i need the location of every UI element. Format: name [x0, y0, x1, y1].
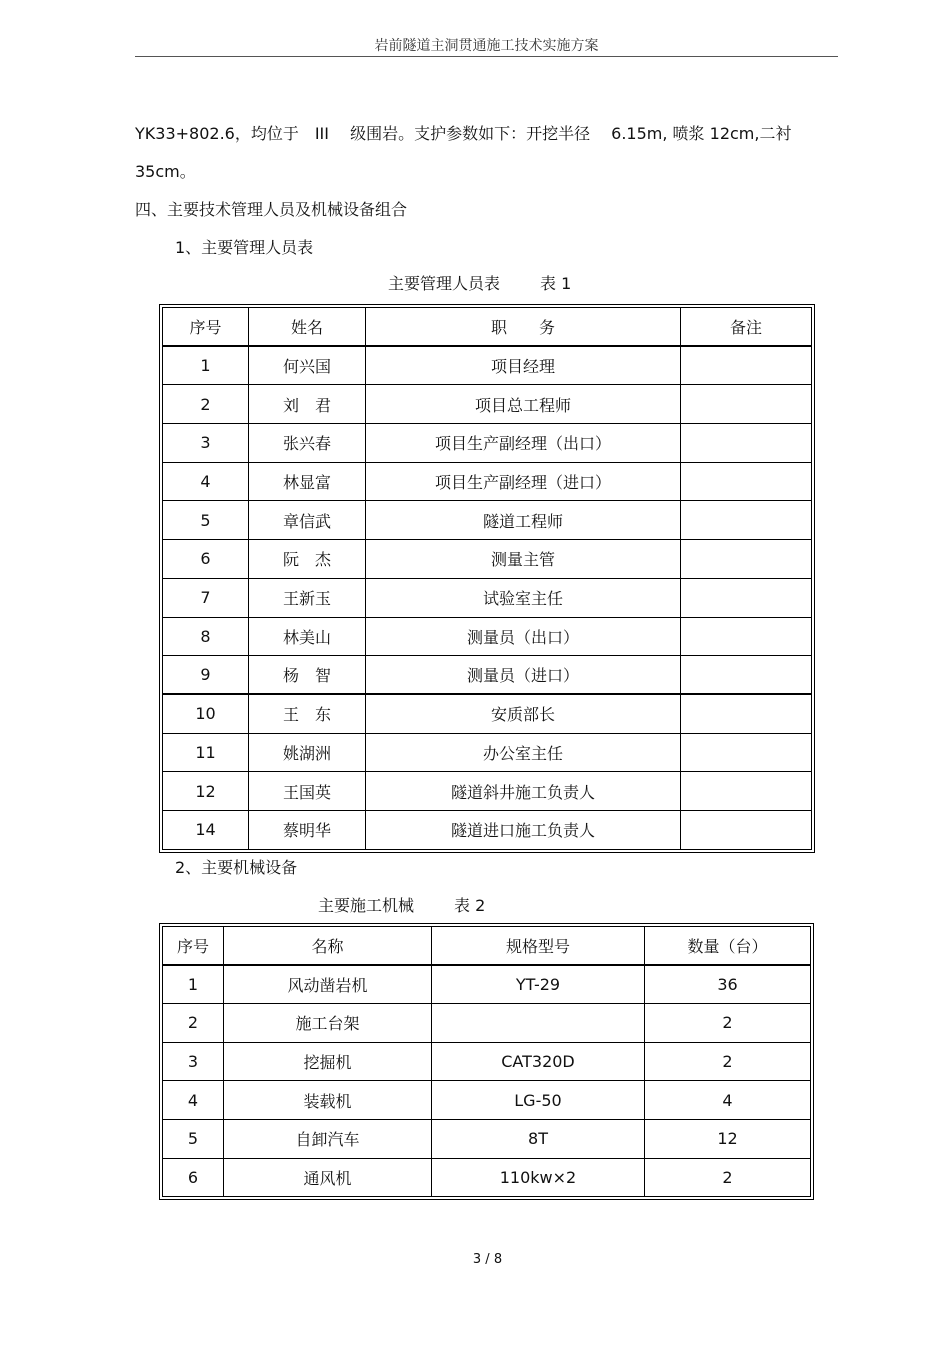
table-cell: 王国英	[249, 772, 366, 811]
table-cell: 安质部长	[366, 694, 681, 733]
table-cell: 试验室主任	[366, 578, 681, 617]
table1-caption-number: 表 1	[540, 274, 572, 293]
table-cell: 装载机	[224, 1081, 432, 1120]
table-cell: YT-29	[432, 965, 645, 1004]
table-cell: 隧道工程师	[366, 501, 681, 540]
table-header-cell: 名称	[224, 927, 432, 966]
table-cell: 隧道斜井施工负责人	[366, 772, 681, 811]
table-cell: 6	[163, 540, 249, 579]
table-header-cell: 序号	[163, 308, 249, 347]
table2-caption-number: 表 2	[454, 896, 486, 915]
table-row	[163, 733, 812, 772]
table-cell: 7	[163, 578, 249, 617]
table-cell: 2	[645, 1042, 811, 1081]
table-cell: 2	[163, 1004, 224, 1043]
table-cell: 2	[163, 385, 249, 424]
table-cell	[681, 540, 812, 579]
table1-caption-title: 主要管理人员表	[388, 274, 501, 293]
table-cell: 2	[645, 1004, 811, 1043]
table1-caption	[388, 274, 571, 294]
table-cell: 10	[163, 694, 249, 733]
table-cell: 2	[645, 1158, 811, 1197]
page-number: 3 / 8	[472, 1252, 503, 1267]
table-cell: 项目生产副经理（进口）	[366, 462, 681, 501]
table-cell: 项目总工程师	[366, 385, 681, 424]
table2-caption	[318, 896, 485, 916]
table-cell: 姚湖洲	[249, 733, 366, 772]
subsection-heading-1: 1、主要管理人员表	[175, 238, 314, 257]
table-cell: 4	[163, 462, 249, 501]
table-cell: 施工台架	[224, 1004, 432, 1043]
table-cell: 章信武	[249, 501, 366, 540]
table-row	[163, 424, 812, 463]
table-cell: 王新玉	[249, 578, 366, 617]
table-cell: 何兴国	[249, 346, 366, 385]
table-cell: 3	[163, 424, 249, 463]
table-cell: 王 东	[249, 694, 366, 733]
table-header-row	[163, 308, 812, 347]
table-cell: 3	[163, 1042, 224, 1081]
table-row	[163, 578, 812, 617]
table-header-cell: 姓名	[249, 308, 366, 347]
table-cell: 1	[163, 965, 224, 1004]
table-row	[163, 540, 812, 579]
table-header-cell: 职 务	[366, 308, 681, 347]
table-cell	[681, 346, 812, 385]
table-header-cell: 规格型号	[432, 927, 645, 966]
table-cell: 4	[645, 1081, 811, 1120]
table-row	[163, 617, 812, 656]
table-cell: 测量员（出口）	[366, 617, 681, 656]
table-cell: 4	[163, 1081, 224, 1120]
table-cell: 14	[163, 810, 249, 849]
table-row	[163, 385, 812, 424]
table-cell: 办公室主任	[366, 733, 681, 772]
table-cell	[681, 617, 812, 656]
table-cell	[681, 462, 812, 501]
table-cell: 挖掘机	[224, 1042, 432, 1081]
header-divider	[135, 56, 838, 57]
table-cell: 林美山	[249, 617, 366, 656]
table-cell: 刘 君	[249, 385, 366, 424]
table-row	[163, 462, 812, 501]
table-cell: 36	[645, 965, 811, 1004]
table-cell: 林显富	[249, 462, 366, 501]
table-row	[163, 1158, 811, 1197]
table-cell: 隧道进口施工负责人	[366, 810, 681, 849]
table-row	[163, 1081, 811, 1120]
table-header-row	[163, 927, 811, 966]
table-row	[163, 346, 812, 385]
table-row	[163, 965, 811, 1004]
table-cell: LG-50	[432, 1081, 645, 1120]
table-cell: 杨 智	[249, 656, 366, 695]
table-row	[163, 501, 812, 540]
table-cell	[681, 772, 812, 811]
body-text-line-2: 35cm。	[135, 162, 196, 181]
table-cell: 项目生产副经理（出口）	[366, 424, 681, 463]
table-cell: 1	[163, 346, 249, 385]
table-header-cell: 序号	[163, 927, 224, 966]
construction-machinery-table	[162, 926, 811, 1197]
table-cell	[681, 424, 812, 463]
table-row	[163, 1042, 811, 1081]
table-cell: 12	[645, 1119, 811, 1158]
table-cell: 11	[163, 733, 249, 772]
table-cell	[681, 656, 812, 695]
table-cell	[681, 578, 812, 617]
table-cell: 阮 杰	[249, 540, 366, 579]
table-row	[163, 656, 812, 695]
body-text-line-1: YK33+802.6，均位于 III 级围岩。支护参数如下：开挖半径 6.15m, 喷浆 12cm,二衬	[135, 124, 792, 143]
table2-caption-title: 主要施工机械	[318, 896, 415, 915]
table-row	[163, 694, 812, 733]
table-cell	[681, 810, 812, 849]
table-cell: 5	[163, 1119, 224, 1158]
table-cell: 张兴春	[249, 424, 366, 463]
table-cell	[681, 501, 812, 540]
page-header: 岩前隧道主洞贯通施工技术实施方案	[374, 38, 599, 54]
table-cell: 蔡明华	[249, 810, 366, 849]
management-staff-table	[162, 307, 812, 850]
table-cell: CAT320D	[432, 1042, 645, 1081]
table-row	[163, 810, 812, 849]
table-cell: 测量主管	[366, 540, 681, 579]
table-row	[163, 1119, 811, 1158]
table-cell: 12	[163, 772, 249, 811]
table-cell: 9	[163, 656, 249, 695]
table-cell: 风动凿岩机	[224, 965, 432, 1004]
table-header-cell: 数量（台）	[645, 927, 811, 966]
table-cell	[681, 385, 812, 424]
table-row	[163, 772, 812, 811]
table-cell: 项目经理	[366, 346, 681, 385]
table-cell	[681, 694, 812, 733]
table-cell: 8	[163, 617, 249, 656]
table-cell: 通风机	[224, 1158, 432, 1197]
table-cell: 自卸汽车	[224, 1119, 432, 1158]
table-cell	[681, 733, 812, 772]
table-cell: 5	[163, 501, 249, 540]
table-header-cell: 备注	[681, 308, 812, 347]
subsection-heading-2: 2、主要机械设备	[175, 858, 298, 877]
table-cell	[432, 1004, 645, 1043]
table-cell: 110kw×2	[432, 1158, 645, 1197]
table-row	[163, 1004, 811, 1043]
table-cell: 6	[163, 1158, 224, 1197]
table-cell: 8T	[432, 1119, 645, 1158]
section-heading-4: 四、主要技术管理人员及机械设备组合	[135, 200, 408, 219]
table-cell: 测量员（进口）	[366, 656, 681, 695]
